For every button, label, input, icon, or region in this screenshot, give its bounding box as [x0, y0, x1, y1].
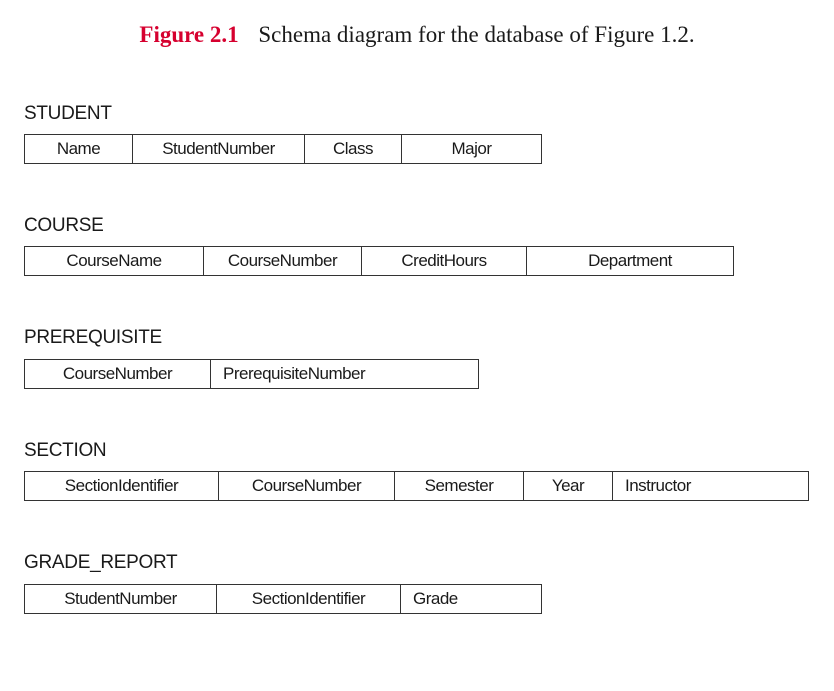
attribute-cell: StudentNumber [133, 135, 305, 163]
relation-name-prerequisite: PREREQUISITE [24, 327, 162, 348]
attribute-cell: Class [305, 135, 402, 163]
attribute-cell: Major [451, 139, 492, 158]
attribute-cell: Name [25, 135, 133, 163]
figure-label: Figure 2.1 [139, 22, 239, 47]
relation-course [24, 246, 734, 276]
attribute-cell: Year [524, 472, 613, 500]
attribute-cell: Instructor [625, 476, 691, 495]
attribute-cell: SectionIdentifier [25, 472, 219, 500]
relation-name-course: COURSE [24, 215, 104, 236]
attribute-cell: CourseNumber [25, 360, 211, 388]
attribute-cell: Grade [413, 589, 458, 608]
attribute-cell: CourseName [25, 247, 204, 275]
attribute-cell: CourseNumber [204, 247, 362, 275]
relation-name-grade-report: GRADE_REPORT [24, 552, 178, 573]
attribute-cell: Department [588, 251, 672, 270]
relation-name-student: STUDENT [24, 103, 112, 124]
figure-caption-text: Schema diagram for the database of Figure 1.2. [258, 22, 695, 47]
attribute-cell: PrerequisiteNumber [223, 364, 366, 383]
relation-name-section: SECTION [24, 440, 107, 461]
attribute-cell: StudentNumber [25, 585, 217, 613]
figure-caption [0, 22, 834, 48]
relation-section [24, 471, 809, 501]
relation-prerequisite [24, 359, 479, 389]
relation-student [24, 134, 542, 164]
attribute-cell: CourseNumber [219, 472, 395, 500]
attribute-cell: Semester [395, 472, 524, 500]
attribute-cell: CreditHours [362, 247, 527, 275]
attribute-cell: SectionIdentifier [217, 585, 401, 613]
relation-grade-report [24, 584, 542, 614]
